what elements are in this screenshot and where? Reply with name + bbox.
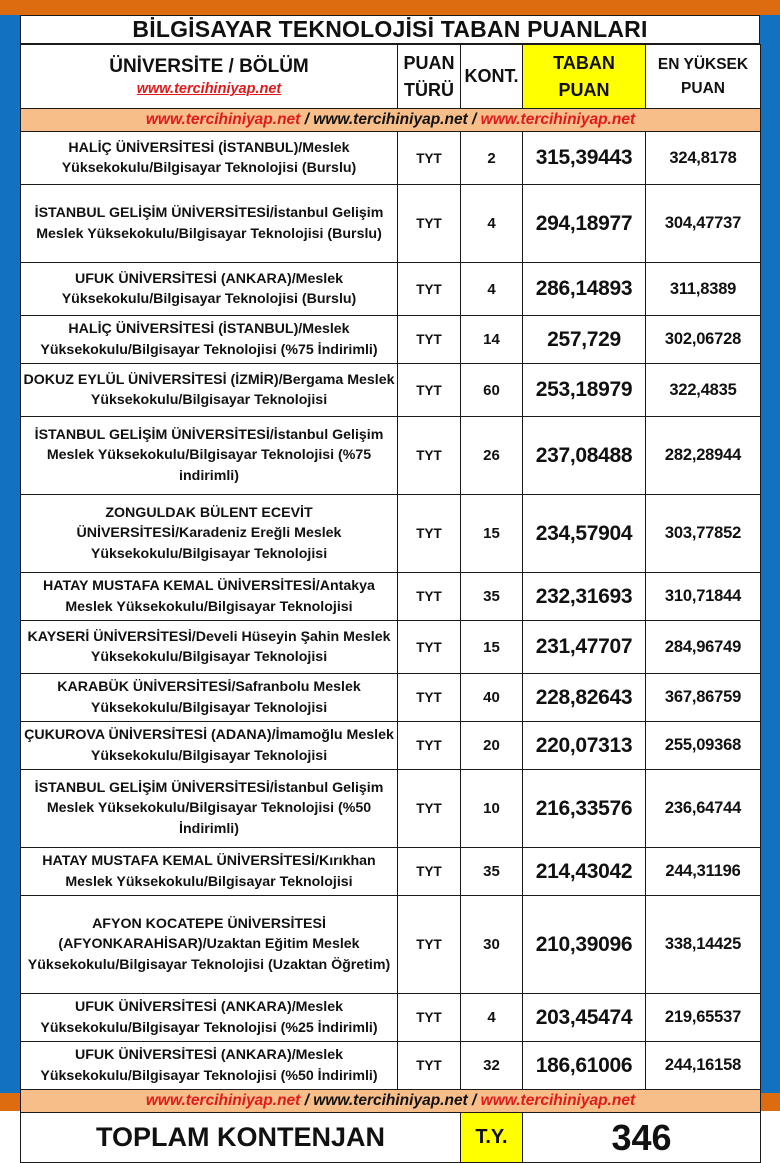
total-label: TOPLAM KONTENJAN (21, 1113, 461, 1163)
row-score-type: TYT (398, 185, 461, 263)
header-quota: KONT. (461, 45, 523, 109)
total-quota-value: 346 (523, 1113, 761, 1163)
row-score-type: TYT (398, 316, 461, 364)
row-university: İSTANBUL GELİŞİM ÜNİVERSİTESİ/İstanbul Gelişim Meslek Yüksekokulu/Bilgisayar Teknolojisi (Burslu) (21, 185, 398, 263)
header-score-type-line1: PUAN (403, 53, 455, 74)
page-title-text: BİLGİSAYAR TEKNOLOJİSİ TABAN PUANLARI (132, 16, 648, 42)
row-university: DOKUZ EYLÜL ÜNİVERSİTESİ (İZMİR)/Bergama Meslek Yüksekokulu/Bilgisayar Teknolojisi (21, 364, 398, 417)
promo-banner-top-cell (21, 109, 761, 132)
table-row (21, 185, 761, 263)
row-score-type: TYT (398, 364, 461, 417)
header-base-score-line1: TABAN (553, 53, 615, 74)
row-university: HALİÇ ÜNİVERSİTESİ (İSTANBUL)/Meslek Yüksekokulu/Bilgisayar Teknolojisi (Burslu) (21, 132, 398, 185)
table-body (21, 109, 761, 1163)
table-row (21, 994, 761, 1042)
row-quota: 14 (461, 316, 523, 364)
row-quota: 32 (461, 1042, 523, 1090)
row-base-score: 203,45474 (523, 994, 646, 1042)
row-base-score: 210,39096 (523, 896, 646, 994)
header-highest-score (646, 45, 761, 109)
row-quota: 30 (461, 896, 523, 994)
score-sheet (20, 15, 760, 1158)
table-row (21, 674, 761, 722)
row-university: ÇUKUROVA ÜNİVERSİTESİ (ADANA)/İmamoğlu Meslek Yüksekokulu/Bilgisayar Teknolojisi (21, 722, 398, 770)
row-score-type: TYT (398, 994, 461, 1042)
header-score-type-line2: TÜRÜ (404, 79, 454, 100)
row-score-type: TYT (398, 132, 461, 185)
table-row (21, 495, 761, 573)
table-row (21, 848, 761, 896)
row-score-type: TYT (398, 674, 461, 722)
promo-banner-top-text (146, 111, 635, 128)
row-quota: 40 (461, 674, 523, 722)
promo-link-2[interactable]: www.tercihiniyap.net (313, 111, 468, 128)
header-university-label: ÜNİVERSİTE / BÖLÜM (109, 55, 309, 77)
row-quota: 4 (461, 994, 523, 1042)
row-quota: 60 (461, 364, 523, 417)
row-quota: 10 (461, 770, 523, 848)
row-quota: 35 (461, 848, 523, 896)
promo-banner-bottom-cell (21, 1090, 761, 1113)
header-base-score (523, 45, 646, 109)
table-header-row (21, 45, 761, 109)
row-score-type: TYT (398, 417, 461, 495)
promo-sep-2: / (467, 111, 481, 128)
row-highest-score: 284,96749 (646, 621, 761, 674)
header-score-type (398, 45, 461, 109)
row-base-score: 231,47707 (523, 621, 646, 674)
row-base-score: 257,729 (523, 316, 646, 364)
row-highest-score: 303,77852 (646, 495, 761, 573)
promo-banner-top (21, 109, 761, 132)
row-highest-score: 302,06728 (646, 316, 761, 364)
row-quota: 2 (461, 132, 523, 185)
row-highest-score: 322,4835 (646, 364, 761, 417)
row-university: UFUK ÜNİVERSİTESİ (ANKARA)/Meslek Yüksekokulu/Bilgisayar Teknolojisi (%50 İndirimli) (21, 1042, 398, 1090)
row-score-type: TYT (398, 722, 461, 770)
promo-banner-bottom-text (146, 1092, 635, 1109)
row-highest-score: 219,65537 (646, 994, 761, 1042)
row-base-score: 220,07313 (523, 722, 646, 770)
row-base-score: 234,57904 (523, 495, 646, 573)
row-base-score: 286,14893 (523, 263, 646, 316)
promo-link-3[interactable]: www.tercihiniyap.net (480, 111, 636, 128)
left-blue-border (0, 15, 20, 1093)
row-highest-score: 236,64744 (646, 770, 761, 848)
row-highest-score: 338,14425 (646, 896, 761, 994)
row-base-score: 253,18979 (523, 364, 646, 417)
table-row (21, 364, 761, 417)
row-quota: 4 (461, 185, 523, 263)
table-row (21, 896, 761, 994)
table-row (21, 417, 761, 495)
row-base-score: 232,31693 (523, 573, 646, 621)
row-highest-score: 244,16158 (646, 1042, 761, 1090)
row-base-score: 214,43042 (523, 848, 646, 896)
promo-sep-3: / (300, 1092, 314, 1109)
row-score-type: TYT (398, 770, 461, 848)
row-base-score: 228,82643 (523, 674, 646, 722)
right-blue-border (760, 15, 780, 1093)
promo-sep-4: / (467, 1092, 481, 1109)
header-university-website: www.tercihiniyap.net (136, 81, 282, 98)
row-university: İSTANBUL GELİŞİM ÜNİVERSİTESİ/İstanbul Gelişim Meslek Yüksekokulu/Bilgisayar Teknolojisi (%50 İndirimli) (21, 770, 398, 848)
row-base-score: 186,61006 (523, 1042, 646, 1090)
row-quota: 4 (461, 263, 523, 316)
total-row (21, 1113, 761, 1163)
table-row (21, 316, 761, 364)
row-university: HATAY MUSTAFA KEMAL ÜNİVERSİTESİ/Kırıkhan Meslek Yüksekokulu/Bilgisayar Teknolojisi (21, 848, 398, 896)
row-quota: 15 (461, 621, 523, 674)
total-score-type-badge: T.Y. (461, 1113, 523, 1163)
row-highest-score: 324,8178 (646, 132, 761, 185)
row-highest-score: 282,28944 (646, 417, 761, 495)
promo-link-5[interactable]: www.tercihiniyap.net (313, 1092, 468, 1109)
row-university: UFUK ÜNİVERSİTESİ (ANKARA)/Meslek Yüksekokulu/Bilgisayar Teknolojisi (%25 İndirimli) (21, 994, 398, 1042)
row-university: AFYON KOCATEPE ÜNİVERSİTESİ (AFYONKARAHİSAR)/Uzaktan Eğitim Meslek Yüksekokulu/Bilgisayar Teknolojisi (Uzaktan Öğretim) (21, 896, 398, 994)
table-header (21, 45, 761, 109)
row-quota: 20 (461, 722, 523, 770)
row-score-type: TYT (398, 621, 461, 674)
row-highest-score: 244,31196 (646, 848, 761, 896)
row-quota: 15 (461, 495, 523, 573)
row-base-score: 237,08488 (523, 417, 646, 495)
row-university: KARABÜK ÜNİVERSİTESİ/Safranbolu Meslek Yüksekokulu/Bilgisayar Teknolojisi (21, 674, 398, 722)
table-row (21, 263, 761, 316)
row-score-type: TYT (398, 495, 461, 573)
row-highest-score: 255,09368 (646, 722, 761, 770)
row-highest-score: 367,86759 (646, 674, 761, 722)
row-university: İSTANBUL GELİŞİM ÜNİVERSİTESİ/İstanbul Gelişim Meslek Yüksekokulu/Bilgisayar Teknolojisi (%75 indirimli) (21, 417, 398, 495)
header-highest-score-line2: PUAN (681, 79, 725, 97)
table-row (21, 132, 761, 185)
row-base-score: 216,33576 (523, 770, 646, 848)
row-base-score: 315,39443 (523, 132, 646, 185)
top-orange-border (0, 0, 780, 15)
promo-link-6[interactable]: www.tercihiniyap.net (480, 1092, 636, 1109)
table-row (21, 722, 761, 770)
row-university: ZONGULDAK BÜLENT ECEVİT ÜNİVERSİTESİ/Karadeniz Ereğli Meslek Yüksekokulu/Bilgisayar Teknolojisi (21, 495, 398, 573)
header-university (21, 45, 398, 109)
row-score-type: TYT (398, 848, 461, 896)
table-row (21, 573, 761, 621)
row-score-type: TYT (398, 896, 461, 994)
header-highest-score-line1: EN YÜKSEK (657, 56, 749, 74)
row-score-type: TYT (398, 263, 461, 316)
promo-link-4[interactable]: www.tercihiniyap.net (145, 1092, 301, 1109)
table-row (21, 621, 761, 674)
table-row (21, 1042, 761, 1090)
row-university: HATAY MUSTAFA KEMAL ÜNİVERSİTESİ/Antakya Meslek Yüksekokulu/Bilgisayar Teknolojisi (21, 573, 398, 621)
promo-banner-bottom (21, 1090, 761, 1113)
row-quota: 26 (461, 417, 523, 495)
row-university: HALİÇ ÜNİVERSİTESİ (İSTANBUL)/Meslek Yüksekokulu/Bilgisayar Teknolojisi (%75 İndirimli) (21, 316, 398, 364)
table-row (21, 770, 761, 848)
row-university: UFUK ÜNİVERSİTESİ (ANKARA)/Meslek Yüksekokulu/Bilgisayar Teknolojisi (Burslu) (21, 263, 398, 316)
row-highest-score: 304,47737 (646, 185, 761, 263)
row-score-type: TYT (398, 1042, 461, 1090)
row-base-score: 294,18977 (523, 185, 646, 263)
promo-link-1[interactable]: www.tercihiniyap.net (145, 111, 301, 128)
page-title (20, 15, 760, 43)
row-score-type: TYT (398, 573, 461, 621)
row-quota: 35 (461, 573, 523, 621)
row-highest-score: 311,8389 (646, 263, 761, 316)
promo-sep-1: / (300, 111, 314, 128)
header-base-score-line2: PUAN (558, 79, 610, 100)
row-university: KAYSERİ ÜNİVERSİTESİ/Develi Hüseyin Şahin Meslek Yüksekokulu/Bilgisayar Teknolojisi (21, 621, 398, 674)
scores-table (20, 44, 761, 1163)
row-highest-score: 310,71844 (646, 573, 761, 621)
